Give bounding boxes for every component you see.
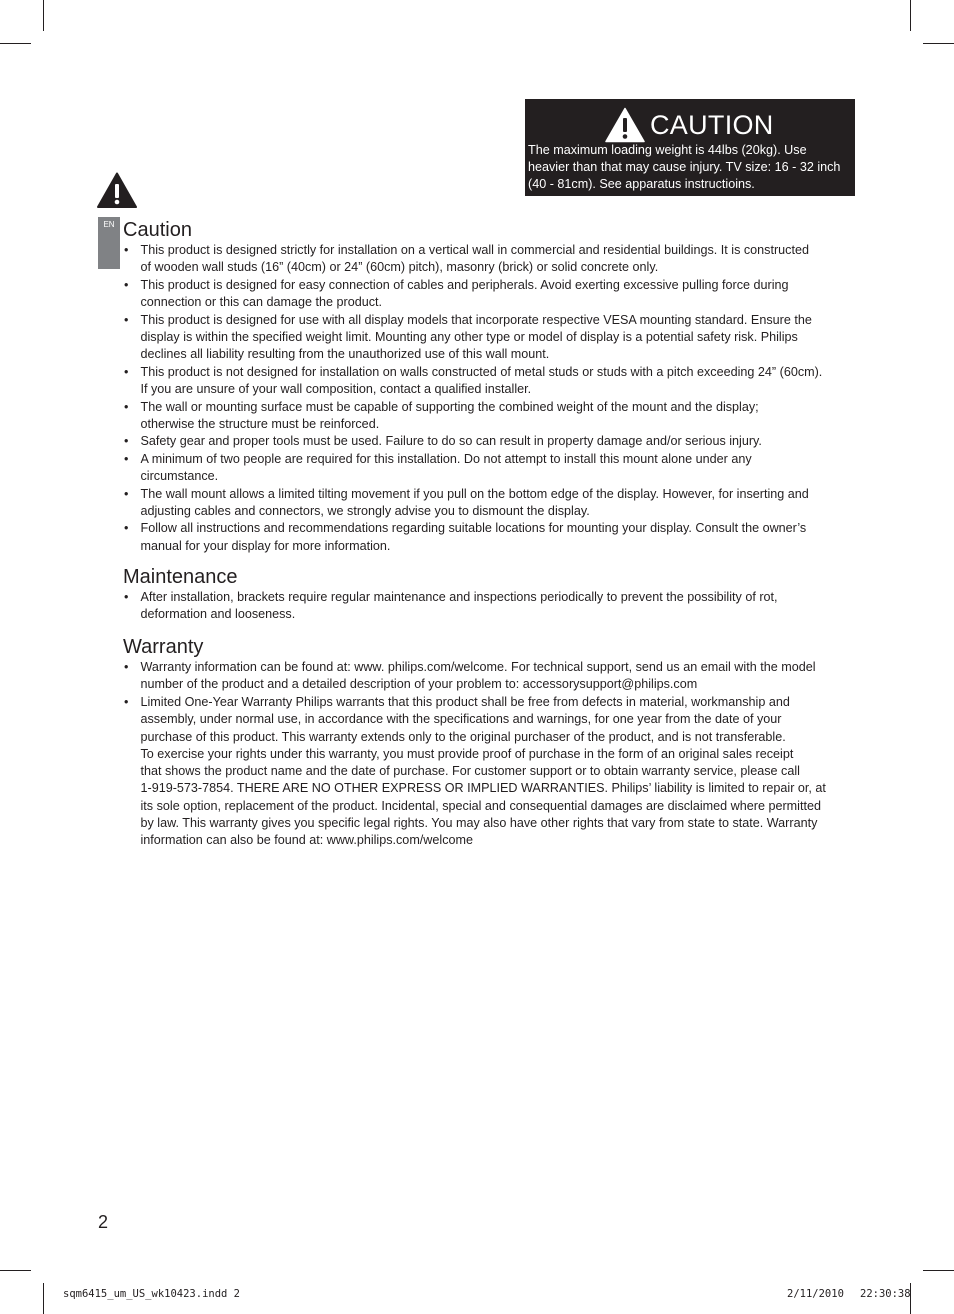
list-item-text: This product is designed strictly for installation on a vertical wall in commercial and residential buildings. It is constructed of wooden wall studs (16” (40cm) or 24” (60cm) pitch), masonry (brick) or solid concrete only.	[140, 243, 809, 275]
list-item	[123, 433, 858, 450]
section-title: Warranty	[123, 636, 204, 658]
crop-mark	[910, 0, 911, 31]
caution-box-heading	[605, 105, 774, 145]
caution-box-message: The maximum loading weight is 44lbs (20kg). Use heavier than that may cause injury. TV size: 16 - 32 inch (40 - 81cm). See apparatus instructioins.	[528, 143, 841, 191]
bullet: •	[124, 399, 129, 414]
list-item	[123, 242, 858, 277]
slug-date: 2/11/2010	[787, 1288, 844, 1300]
slug-file: sqm6415_um_US_wk10423.indd 2	[63, 1288, 241, 1300]
list-item-text: After installation, brackets require regular maintenance and inspections periodically to prevent the possibility of rot, deformation and looseness.	[140, 590, 778, 622]
list-item-text: This product is designed for use with all display models that incorporate respective VESA mounting standard. Ensure the display is within the specified weight limit. Mounting any other type or model of display is a potential safety risk. Philips declines all liability resulting from the unauthorized use of this wall mount.	[140, 312, 812, 362]
caution-list	[123, 242, 858, 555]
bullet: •	[124, 434, 129, 449]
list-item-text: Follow all instructions and recommendations regarding suitable locations for mounting your display. Consult the owner’s manual for your display for more information.	[140, 521, 807, 553]
bullet: •	[124, 243, 129, 258]
bullet: •	[124, 590, 129, 605]
caution-box	[525, 99, 855, 196]
bullet: •	[124, 521, 129, 536]
bullet: •	[124, 486, 129, 501]
list-item-text: The wall mount allows a limited tilting movement if you pull on the bottom edge of the display. However, for inserting and adjusting cables and connectors, we strongly advise you to dismount the display.	[140, 486, 809, 518]
list-item	[123, 589, 858, 624]
list-item-text: Limited One-Year Warranty Philips warrants that this product shall be free from defects in material, workmanship and assembly, under normal use, in accordance with the specifications and warnings, for one year from the date of your purchase of this product. This warranty extends only to the original purchaser of the product, and is not transferable. To exercise your rights under this warranty, you must provide proof of purchase in the form of an original sales receipt that shows the product name and the date of purchase. For customer support or to obtain warranty service, please call 1-919-573-7854. THERE ARE NO OTHER EXPRESS OR IMPLIED WARRANTIES. Philips’ liability is limited to repair or, at its sole option, replacement of the product. Incidental, special and consequential damages are disclaimed where permitted by law. This warranty gives you specific legal rights. You may also have other rights that vary from state to state. Warranty information can also be found at: www.philips.com/welcome	[140, 694, 826, 848]
bullet: •	[124, 694, 129, 709]
bullet: •	[124, 277, 129, 292]
crop-mark	[43, 0, 44, 31]
list-item	[123, 399, 858, 434]
list-item	[123, 277, 858, 312]
maintenance-section	[123, 565, 858, 624]
page-number: 2	[98, 1212, 109, 1232]
list-item-text: Safety gear and proper tools must be used. Failure to do so can result in property damage and/or serious injury.	[140, 434, 762, 449]
crop-mark	[0, 1270, 31, 1271]
list-item-text: This product is not designed for installation on walls constructed of metal studs or studs with a pitch exceeding 24” (60cm). If you are unsure of your wall composition, contact a qualified installer.	[140, 364, 823, 397]
bullet: •	[124, 660, 129, 675]
list-item-text: A minimum of two people are required for this installation. Do not attempt to install this mount alone under any circumstance.	[140, 451, 752, 484]
section-title: Maintenance	[123, 566, 238, 588]
bullet: •	[124, 451, 129, 466]
crop-mark	[923, 1270, 954, 1271]
list-item-text: Warranty information can be found at: www. philips.com/welcome. For technical support, send us an email with the model number of the product and a detailed description of your problem to: accessorysupport@philips.com	[140, 660, 816, 692]
list-item-text: This product is designed for easy connection of cables and peripherals. Avoid exerting excessive pulling force during connection or this can damage the product.	[140, 277, 789, 310]
maintenance-list	[123, 589, 858, 624]
warranty-section	[123, 635, 858, 850]
warranty-list	[123, 659, 858, 849]
warning-icon	[97, 172, 137, 209]
bullet: •	[124, 312, 129, 327]
list-item	[123, 451, 858, 486]
list-item	[123, 520, 858, 555]
list-item	[123, 659, 858, 694]
crop-mark	[923, 43, 954, 44]
caution-section	[123, 218, 858, 555]
caution-box-title: CAUTION	[650, 110, 774, 140]
section-title: Caution	[123, 219, 192, 241]
crop-mark	[0, 43, 31, 44]
list-item	[123, 486, 858, 521]
language-tab: EN	[98, 217, 120, 269]
list-item-text: The wall or mounting surface must be capable of supporting the combined weight of the mount and the display; otherwise the structure must be reinforced.	[140, 399, 759, 431]
list-item	[123, 312, 858, 364]
warning-triangle-icon	[605, 107, 645, 143]
slug-time: 22:30:38	[860, 1288, 911, 1300]
list-item	[123, 694, 858, 850]
list-item	[123, 364, 858, 399]
bullet: •	[124, 364, 129, 379]
crop-mark	[43, 1283, 44, 1314]
